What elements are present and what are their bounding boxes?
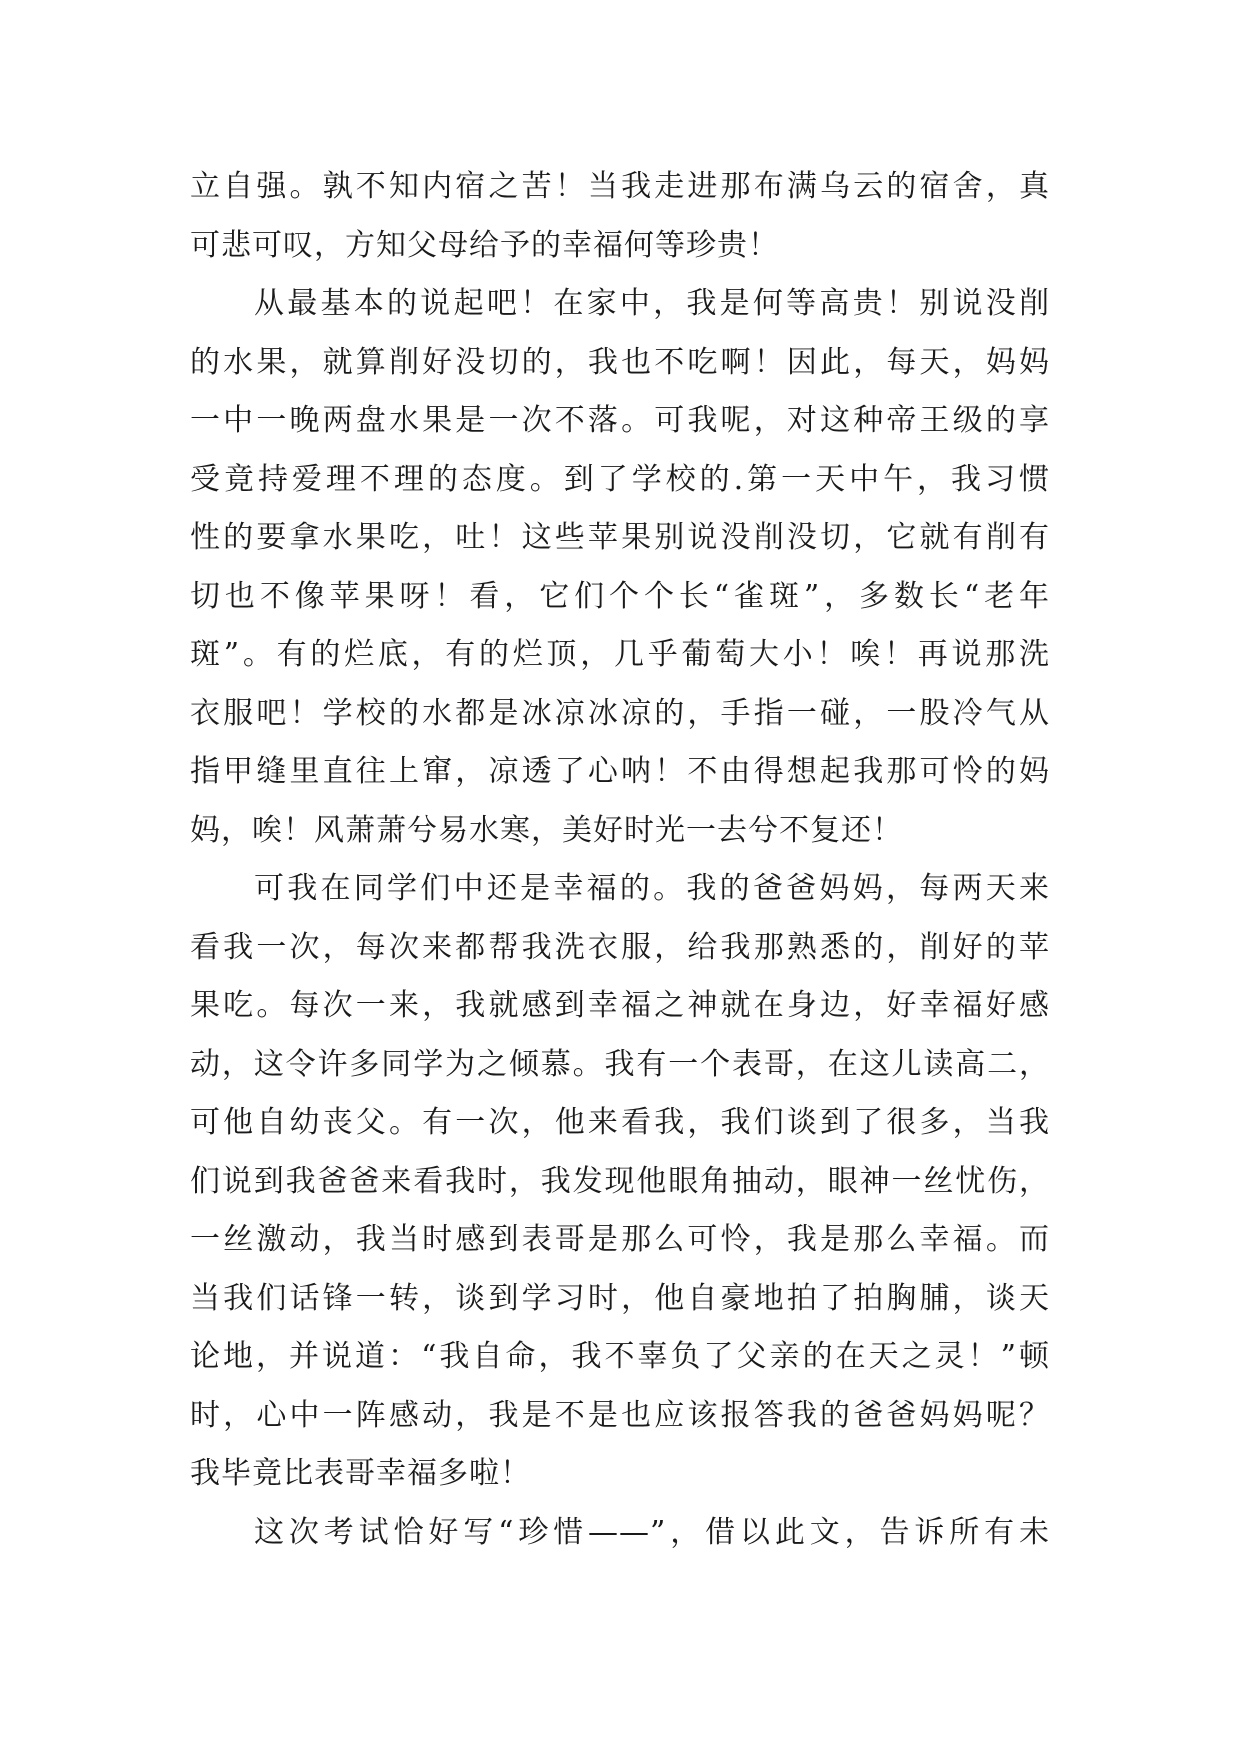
essay-body	[190, 158, 1050, 1562]
text-line: 一丝激动，我当时感到表哥是那么可怜，我是那么幸福。而	[190, 1222, 1050, 1257]
text-line: 这次考试恰好写“珍惜——”，借以此文，告诉所有未	[254, 1514, 1050, 1550]
text-line: 动，这令许多同学为之倾慕。我有一个表哥，在这儿读高二，	[190, 1046, 1050, 1082]
text-line: 论地，并说道：“我自命，我不辜负了父亲的在天之灵！”顿	[190, 1339, 1050, 1374]
text-line: 的水果，就算削好没切的，我也不吃啊！因此，每天，妈妈	[190, 344, 1050, 380]
text-line: 果吃。每次一来，我就感到幸福之神就在身边，好幸福好感	[190, 988, 1050, 1023]
text-line: 一中一晚两盘水果是一次不落。可我呢，对这种帝王级的享	[190, 403, 1050, 438]
text-line: 们说到我爸爸来看我时，我发现他眼角抽动，眼神一丝忧伤，	[190, 1163, 1050, 1199]
text-line: 切也不像苹果呀！看，它们个个长“雀斑”，多数长“老年	[190, 578, 1050, 614]
text-line: 看我一次，每次来都帮我洗衣服，给我那熟悉的，削好的苹	[190, 929, 1050, 965]
text-line: 受竟持爱理不理的态度。到了学校的.第一天中午，我习惯	[190, 461, 1050, 497]
text-line: 我毕竟比表哥幸福多啦！	[190, 1456, 531, 1491]
text-line: 性的要拿水果吃，吐！这些苹果别说没削没切，它就有削有	[190, 520, 1050, 555]
text-line: 衣服吧！学校的水都是冰凉冰凉的，手指一碰，一股冷气从	[190, 695, 1050, 731]
text-line: 指甲缝里直往上窜，凉透了心呐！不由得想起我那可怜的妈	[190, 754, 1050, 789]
text-line: 斑”。有的烂底，有的烂顶，几乎葡萄大小！唉！再说那洗	[190, 637, 1050, 672]
text-line: 时，心中一阵感动，我是不是也应该报答我的爸爸妈妈呢？	[190, 1397, 1050, 1433]
text-line: 立自强。孰不知内宿之苦！当我走进那布满乌云的宿舍，真	[190, 169, 1050, 204]
text-line: 从最基本的说起吧！在家中，我是何等高贵！别说没削	[254, 286, 1050, 321]
text-line: 可悲可叹，方知父母给予的幸福何等珍贵！	[190, 227, 779, 263]
text-line: 当我们话锋一转，谈到学习时，他自豪地拍了拍胸脯，谈天	[190, 1280, 1050, 1316]
text-line: 妈，唉！风萧萧兮易水寒，美好时光一去兮不复还！	[190, 812, 903, 848]
text-line: 可他自幼丧父。有一次，他来看我，我们谈到了很多，当我	[190, 1105, 1050, 1140]
text-line: 可我在同学们中还是幸福的。我的爸爸妈妈，每两天来	[254, 871, 1050, 906]
